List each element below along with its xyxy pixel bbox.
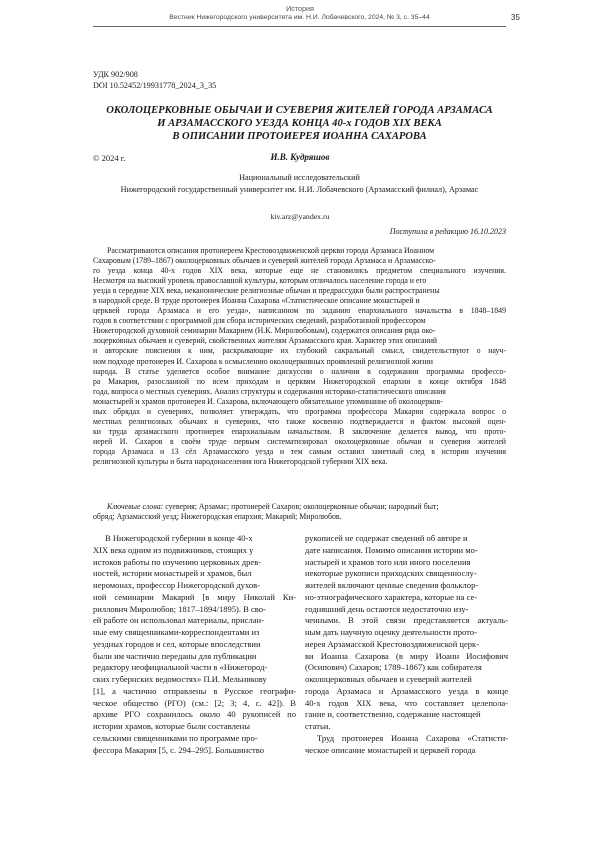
body-text-line: сельскими священниками по программе про- — [93, 732, 258, 743]
received-date: Поступила в редакцию 16.10.2023 — [389, 227, 506, 236]
abstract-line: ра Макария, разосланной по всем приходам и церквям Нижегородской епархии в конце октября 1848 — [93, 376, 506, 386]
header-divider — [93, 26, 506, 27]
body-text-line: некоторые рукописи приходских священнослу- — [305, 568, 477, 579]
body-text-line: ческое общество (РГО) (см.: [2; 3; 4, с. 42]). В — [93, 697, 296, 708]
copyright: © 2024 г. — [93, 153, 126, 163]
body-text-line: иерея Арзамасской Крестовоздвиженской церк- — [305, 638, 480, 649]
abstract-line: Сахаровым (1789–1867) околоцерковных обычаев и суеверий жителей города Арзамаса и Арзамасско- — [93, 256, 436, 266]
body-text-line: ностей, истории монастырей и храмов, был — [93, 568, 252, 579]
body-text-line: ным дать научную оценку деятельности прото- — [305, 627, 477, 637]
body-column-left — [93, 533, 296, 756]
body-text-line: истории храмов, которые были составлены — [93, 721, 250, 731]
abstract-line: Нижегородской духовной семинарии Макарием (Н.К. Миролюбовым), содержатся описания ряда око- — [93, 326, 436, 336]
body-text-line: истоков работы по изучению церковных древ- — [93, 556, 262, 567]
body-text-line: жителей включают ценные сведения фольклор- — [305, 580, 479, 590]
body-column-right — [305, 533, 508, 756]
abstract-line: ном подходе протоиерея И. Сахарова к осмыслению околоцерковных проявлений религиозной жизни — [93, 356, 433, 366]
abstract-line: уезда в середине XIX века, неканонические религиозные обычаи и предрассудки были распространены — [93, 286, 440, 296]
page-number: 35 — [511, 13, 520, 22]
body-text-line: архиве РГО сохранилось около 40 рукописей по — [93, 709, 296, 720]
abstract-line: го уезда конца 40-х годов XIX века, которые еще не становились предметом специального изучения. — [93, 266, 506, 276]
body-text-line: риллович Миролюбов; 1817–1894/1895). В сво- — [93, 603, 266, 614]
body-text-line: города Арзамаса и Арзамасского уезда в конце — [305, 685, 508, 696]
article-title — [93, 104, 506, 143]
body-text-line: 40-х годов XIX века, что составляет целепола- — [305, 697, 508, 708]
body-text-line: настырей и храмов того или иного поселения — [305, 556, 471, 567]
body-text-line: околоцерковных обычаев и суеверий жителей — [305, 674, 472, 684]
title-line: ОКОЛОЦЕРКОВНЫЕ ОБЫЧАИ И СУЕВЕРИЯ ЖИТЕЛЕЙ ГОРОДА АРЗАМАСА — [106, 105, 493, 116]
keywords-line: обряд; Арзамасский уезд; Нижегородская епархия; Макарий; Миролюбов. — [93, 512, 342, 522]
body-text-line: иеромонах, профессор Нижегородской духов- — [93, 580, 261, 590]
body-text-line: [1], а частично отправлены в Русское географи- — [93, 685, 296, 696]
abstract-line: местных религиозных обычаях и суевериях, что также косвенно подтверждается и фактом высокой оцен- — [93, 416, 506, 426]
abstract-line: годов в соответствии с программой для сбора исторических сведений, разработанной профессором — [93, 316, 426, 326]
abstract-line: народа. В статье уделяется особое внимание дискуссии о наличии в содержании программы профессо- — [93, 366, 506, 376]
keywords-line — [93, 502, 506, 512]
body-text-line: рукописей не содержат сведений об авторе и — [305, 533, 468, 543]
body-text-line: (Осипович) Сахаров; 1789–1867) как собирателя — [305, 662, 482, 673]
body-text-line: статьи. — [305, 721, 331, 731]
abstract-line: Рассматриваются описания протоиереем Крестовоздвиженской церкви города Арзамаса Иоанном — [107, 246, 435, 255]
abstract-line: лоцерковных обычаев и суеверий, свойственных жителям Арзамасского края. Характер этих описаний — [93, 336, 438, 346]
body-text-line: дате написания. Помимо описания истории мо- — [305, 544, 478, 555]
article-identifiers — [93, 69, 216, 91]
body-text-line: ные ему священниками-корреспондентами из — [93, 627, 260, 637]
body-text-line: ченными. В этой связи представляется актуаль- — [305, 615, 508, 626]
keywords-label: Ключевые слова: — [107, 502, 164, 511]
author-email: kiv.arz@yandex.ru — [270, 212, 330, 221]
body-text-line: В Нижегородской губернии в конце 40-х — [105, 533, 253, 543]
keywords — [93, 502, 506, 522]
abstract — [93, 246, 506, 467]
affiliation-line: Национальный исследовательский — [239, 173, 360, 182]
abstract-line: монастырей и храмов протоиерея И. Сахарова, включающего обязательное упоминание об околоцерков- — [93, 396, 443, 406]
abstract-line: в народной среде. В труде протоиерея Иоанна Сахарова «Статистическое описание монастырей и — [93, 296, 420, 306]
body-text-line: ной семинарии Макарий [в миру Николай Ки- — [93, 591, 296, 602]
abstract-line: Несмотря на высокий уровень православной культуры, которым отличалось население города и его — [93, 276, 427, 286]
body-text-line: Труд протоиерея Иоанна Сахарова «Статисти- — [317, 732, 508, 743]
abstract-line: года, вопроса о местных суевериях. Анализ структуры и содержания историко-статистического описания — [93, 386, 446, 396]
body-text-line: ческое описание монастырей и церквей города — [305, 744, 476, 755]
body-text-line: ских губернских ведомостях» П.И. Мельникову — [93, 674, 267, 684]
body-text-line: ей работе он использовал материалы, прислан- — [93, 615, 264, 626]
author-affiliation — [93, 172, 506, 195]
running-header-section: История — [286, 4, 314, 13]
keywords-text: суеверия; Арзамас; протоиерей Сахаров; околоцерковные обычаи; народный быт; — [165, 502, 439, 511]
body-text-line: XIX века одним из подвижников, стоящих у — [93, 544, 254, 555]
body-text-line: ви Иоанна Сахарова (в миру Иоанн Иосифович — [305, 650, 508, 661]
body-text-line: но-этнографического характера, которые на се- — [305, 591, 478, 602]
author-name: И.В. Кудряшов — [270, 152, 330, 162]
abstract-line: города Арзамаса и 13 сёл Арзамасского уезда и тем самым оставил заметный след в истории изучения — [93, 446, 506, 456]
body-text-line: уездных городов и сел, которые впоследствии — [93, 638, 261, 649]
doi: DOI 10.52452/19931778_2024_3_35 — [93, 81, 217, 90]
abstract-line: и авторские пояснения к ним, раскрывающие их глубокий сакральный смысл, свидетельствуют о науч- — [93, 346, 506, 356]
abstract-line: религиозной культуры и быта народонаселения юга Нижегородской губернии XIX века. — [93, 456, 388, 466]
abstract-line: ных обрядах и суевериях, позволяет утверждать, что программа профессора Макария содержала вопрос о — [93, 406, 506, 416]
abstract-line: церквей города Арзамаса и его уезда», написанном по заданию епархиального начальства в 1848–1849 — [93, 306, 506, 316]
udk-code: УДК 902/908 — [93, 70, 138, 79]
title-line: В ОПИСАНИИ ПРОТОИЕРЕЯ ИОАННА САХАРОВА — [172, 131, 427, 142]
body-text-line: редактору неофициальной части в «Нижегород- — [93, 662, 268, 673]
title-line: И АРЗАМАССКОГО УЕЗДА КОНЦА 40-х ГОДОВ XIX ВЕКА — [157, 118, 442, 129]
affiliation-line: Нижегородский государственный университет им. Н.И. Лобачевского (Арзамасский филиал), Арзамас — [120, 184, 479, 194]
body-text-line: были им частично переданы для публикации — [93, 650, 257, 661]
abstract-line: иерей И. Сахаров в своём труде первым систематизировал околоцерковные обычаи и суеверия жителей — [93, 436, 506, 446]
running-header-journal: Вестник Нижегородского университета им. Н.И. Лобачевского, 2024, № 3, с. 35–44 — [169, 14, 430, 21]
body-text-line: фессора Макария [5, с. 294–295]. Большинство — [93, 744, 264, 755]
abstract-line: ки труда арзамасского протоиерея епархиальным начальством. В заключение делается вывод, что прото- — [93, 426, 506, 436]
body-text-line: гание и, соответственно, содержание настоящей — [305, 709, 481, 720]
body-text-line: годняшний день остаются недостаточно изу- — [305, 603, 469, 614]
